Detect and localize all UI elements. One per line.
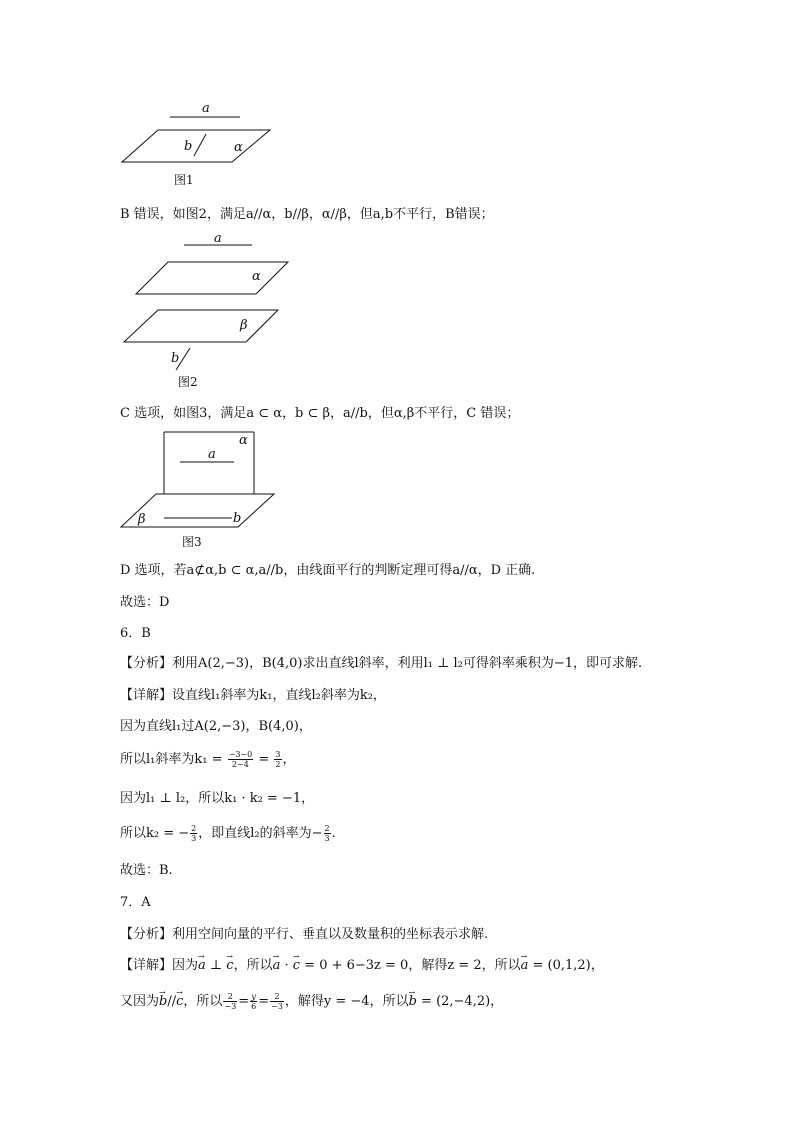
q6-l5-text-a: 所以k₂ = −: [120, 826, 190, 841]
q7-analysis: 【分析】利用空间向量的平行、垂直以及数量积的坐标表示求解.: [120, 927, 489, 942]
q7-d-text-f: = (0,1,2)，: [528, 958, 604, 973]
q6-l3-end: ，: [282, 752, 296, 767]
q6-l3-f1-den: 2−4: [231, 760, 249, 769]
fig3-label-beta: β: [138, 512, 146, 527]
fig2-plane-alpha: [136, 262, 288, 294]
q7-d-vector-a-3: a →: [521, 957, 529, 975]
q6-line-4: 因为l₁ ⊥ l₂，所以k₁ · k₂ = −1，: [120, 791, 315, 806]
option-c-text: C 选项，如图3，满足a ⊂ α，b ⊂ β，a//b，但α,β不平行，C 错误；: [120, 406, 520, 421]
fig2-label-a: a: [214, 231, 222, 246]
q7-l2-fraction-2: [250, 992, 257, 1011]
fig2-label-alpha: α: [252, 269, 261, 284]
q7-l2-f1-den: −3: [224, 1002, 237, 1011]
q6-l3-f1-num: −3−0: [228, 750, 253, 759]
q7-l2-text-a: 又因为: [120, 994, 160, 1009]
q6-l5-f-den: 3: [191, 834, 197, 843]
q7-l2-f2-num: y: [251, 992, 256, 1001]
q7-line-2: [120, 992, 503, 1011]
q6-l5-end: .: [331, 826, 336, 841]
q6-l3-fraction-1: [228, 750, 254, 769]
q7-l2-vector-c: c →: [176, 993, 183, 1011]
figure-2: [116, 230, 296, 390]
q6-l5-f2-den: 3: [324, 834, 330, 843]
figure-2-diagram: [116, 230, 296, 390]
q7-l2-text-e: = (2,−4,2)，: [416, 994, 504, 1009]
fig2-label-beta: β: [240, 318, 248, 333]
q6-l3-text: 所以l₁斜率为k₁ =: [120, 752, 223, 767]
q6-l5-fraction-2: [324, 824, 331, 843]
fig1-label-b: b: [184, 139, 193, 154]
fig1-label-a: a: [202, 101, 210, 116]
q6-line-3: [120, 750, 296, 769]
q7-l2-f1-num: 2: [223, 992, 237, 1002]
figure-3: [118, 430, 298, 552]
q7-d-vector-c: c →: [226, 957, 233, 975]
q6-title: 6．B: [120, 626, 151, 641]
answer-6: 故选：B.: [120, 863, 173, 878]
fig1-caption: 图1: [174, 173, 194, 187]
q6-l5-f2-num: 2: [324, 824, 330, 833]
option-d-text: D 选项，若a⊄α,b ⊂ α,a//b，由线面平行的判断定理可得a//α，D 正确.: [120, 563, 536, 578]
q6-l3-fraction-2: [274, 750, 281, 769]
figure-3-diagram: [118, 430, 298, 552]
option-b-text: B 错误，如图2，满足a//α，b//β，α//β，但a,b不平行，B错误；: [120, 207, 494, 222]
q7-l2-text-d: ，解得y = −4，所以: [284, 994, 409, 1009]
q7-d-perp: ⊥: [205, 958, 227, 973]
q7-d-vector-a-2: a →: [273, 957, 281, 975]
q7-d-text-a: 【详解】因为: [120, 958, 199, 973]
fig2-plane-beta: [124, 310, 278, 342]
q7-d-vector-c-2: c →: [293, 957, 300, 975]
q6-l3-f2-num: 3: [275, 750, 281, 759]
q6-l5-text-b: ，即直线l₂的斜率为−: [198, 826, 323, 841]
q6-detail: 【详解】设直线l₁斜率为k₁，直线l₂斜率为k₂，: [120, 688, 386, 703]
q7-d-text-c: ，所以: [233, 958, 273, 973]
q6-line-5: [120, 824, 336, 843]
q7-l2-vector-b: b →: [159, 993, 167, 1011]
fig1-line-b: [194, 134, 206, 156]
answer-5: 故选：D: [120, 595, 170, 610]
q7-d-text-e: = 0 + 6−3z = 0，解得z = 2，所以: [300, 958, 521, 973]
fig2-caption: 图2: [178, 375, 198, 389]
q7-l2-f3-den: −3: [271, 1002, 283, 1011]
q7-l2-vector-b-2: b →: [409, 993, 417, 1011]
fig3-label-a: a: [208, 447, 216, 462]
q6-line-2: 因为直线l₁过A(2,−3)，B(4,0)，: [120, 719, 312, 734]
q7-title: 7．A: [120, 895, 151, 910]
figure-1: [110, 98, 280, 190]
fig3-label-b: b: [233, 511, 242, 526]
q7-detail: [120, 957, 604, 975]
q7-d-dot: ·: [280, 958, 293, 973]
fig1-label-alpha: α: [234, 140, 243, 155]
q7-l2-eq-2: =: [258, 994, 270, 1009]
fig1-plane-alpha: [122, 130, 270, 162]
q6-l3-equals: =: [258, 752, 270, 767]
q6-analysis: 【分析】利用A(2,−3)，B(4,0)求出直线l斜率，利用l₁ ⊥ l₂可得斜率乘积为−1，即可求解.: [120, 656, 643, 671]
q7-l2-fraction-1: [223, 992, 237, 1011]
q7-l2-fraction-3: [270, 992, 284, 1011]
fig3-caption: 图3: [182, 535, 202, 549]
q7-l2-f2-den: 6: [251, 1002, 257, 1011]
fig2-label-b: b: [171, 351, 180, 366]
q6-l5-fraction-1: [190, 824, 197, 843]
q6-l5-f-num: 2: [191, 824, 197, 833]
q7-l2-f3-num: 2: [270, 992, 284, 1002]
q6-l3-f2-den: 2: [275, 760, 281, 769]
fig3-label-alpha: α: [239, 433, 248, 448]
q7-d-vector-a: a →: [198, 957, 206, 975]
q7-l2-text-c: ，所以: [183, 994, 223, 1009]
q7-l2-eq-1: =: [238, 994, 250, 1009]
figure-1-diagram: [110, 98, 280, 190]
q7-l2-parallel: //: [167, 994, 177, 1009]
